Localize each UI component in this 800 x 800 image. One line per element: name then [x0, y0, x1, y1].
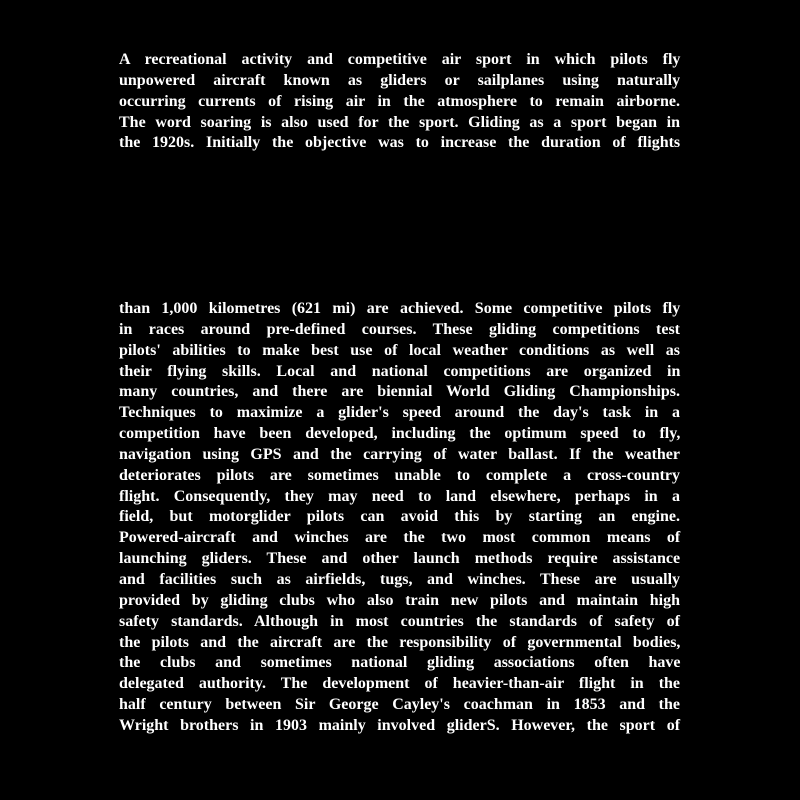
text-line: in races around pre-defined courses. These gliding competitions test	[119, 320, 680, 338]
text-line: The word soaring is also used for the sport. Gliding as a sport began in	[119, 113, 680, 131]
text-line: provided by gliding clubs who also train new pilots and maintain high	[119, 591, 680, 609]
text-line: the clubs and sometimes national gliding associations often have	[119, 654, 681, 672]
paragraph-bottom	[119, 299, 680, 737]
text-line: Wright brothers in 1903 mainly involved gliderS. However, the sport of	[119, 716, 681, 734]
text-line: launching gliders. These and other launch methods require assistance	[119, 550, 681, 568]
text-line: pilots' abilities to make best use of local weather conditions as well as	[119, 341, 680, 359]
text-line: their flying skills. Local and national competitions are organized in	[119, 362, 681, 380]
text-line: Powered-aircraft and winches are the two most common means of	[119, 529, 681, 547]
text-line: the 1920s. Initially the objective was to increase the duration of flights	[119, 134, 681, 152]
blank-gap	[0, 155, 800, 290]
text-line: deteriorates pilots are sometimes unable to complete a cross-country	[119, 466, 681, 484]
text-line: safety standards. Although in most countries the standards of safety of	[119, 612, 680, 630]
text-line: unpowered aircraft known as gliders or sailplanes using naturally	[119, 71, 681, 89]
text-line: navigation using GPS and the carrying of water ballast. If the weather	[119, 445, 680, 463]
text-line: many countries, and there are biennial World Gliding Championships.	[119, 383, 680, 401]
text-line: than 1,000 kilometres (621 mi) are achieved. Some competitive pilots fly	[119, 300, 681, 317]
text-line: half century between Sir George Cayley's coachman in 1853 and the	[119, 696, 680, 714]
paragraph-top	[119, 50, 680, 154]
text-line: and facilities such as airfields, tugs, and winches. These are usually	[119, 570, 681, 588]
text-line: Techniques to maximize a glider's speed around the day's task in a	[119, 404, 680, 422]
text-line: competition have been developed, including the optimum speed to fly,	[119, 425, 681, 443]
text-line: delegated authority. The development of heavier-than-air flight in the	[119, 675, 681, 693]
text-line: the pilots and the aircraft are the responsibility of governmental bodies,	[119, 633, 681, 651]
text-line: A recreational activity and competitive air sport in which pilots fly	[119, 51, 681, 68]
text-line: flight. Consequently, they may need to land elsewhere, perhaps in a	[119, 487, 680, 505]
text-line: field, but motorglider pilots can avoid this by starting an engine.	[119, 508, 680, 526]
text-line: occurring currents of rising air in the atmosphere to remain airborne.	[119, 92, 680, 110]
